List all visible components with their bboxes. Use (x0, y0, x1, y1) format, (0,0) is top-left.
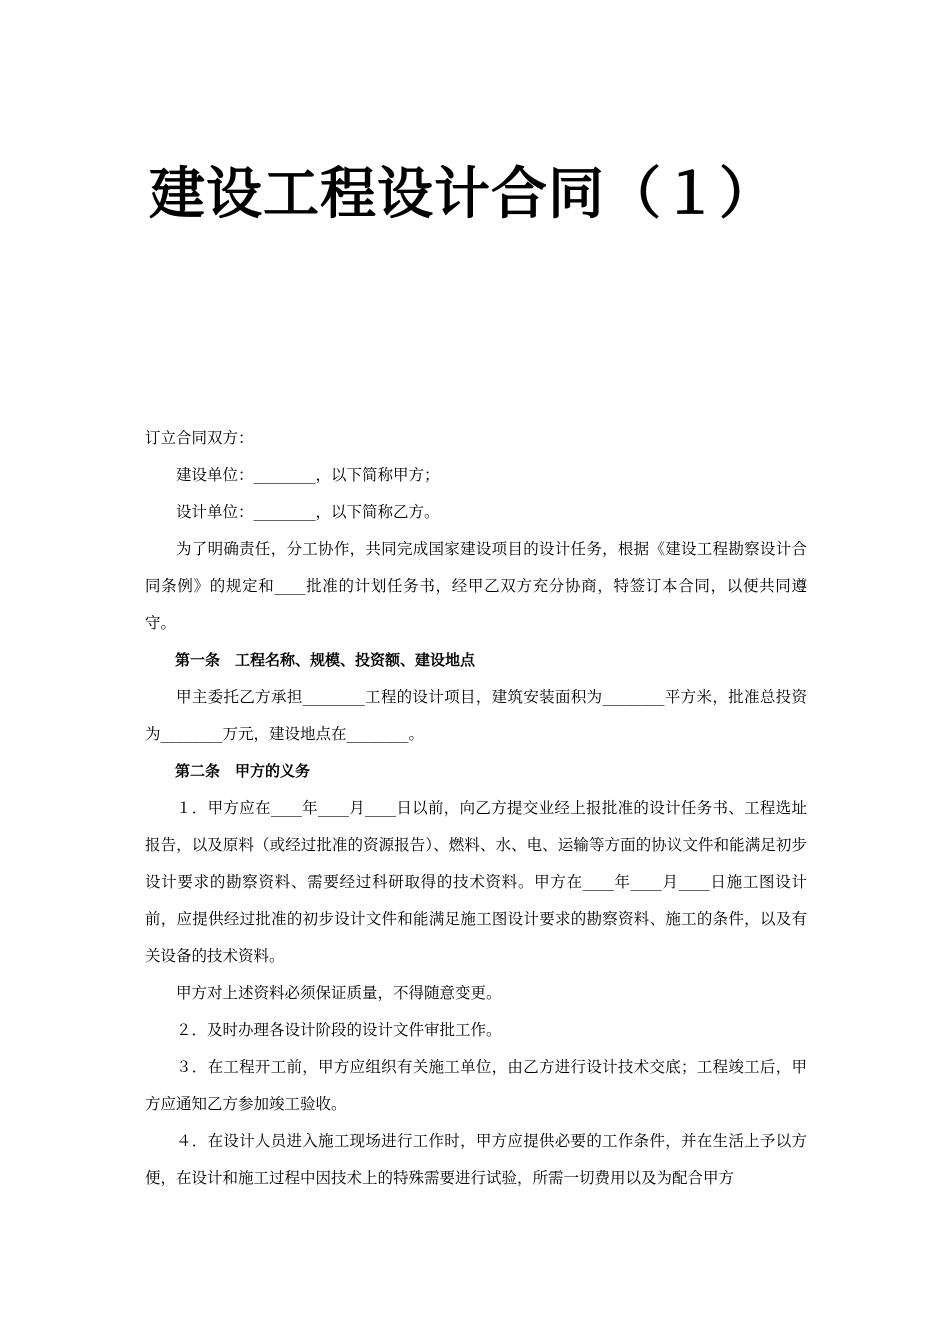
article-2-item-3: ３．在工程开工前，甲方应组织有关施工单位，由乙方进行设计技术交底；工程竣工后，甲方应通知乙方参加竣工验收。 (145, 1058, 807, 1113)
article-2-item-2: ２．及时办理各设计阶段的设计文件审批工作。 (176, 1021, 502, 1039)
article-1-heading: 第一条 工程名称、规模、投资额、建设地点 (175, 651, 476, 669)
article-2-item-4: ４．在设计人员进入施工现场进行工作时，甲方应提供必要的工作条件，并在生活上予以方便，在设计和施工过程中因技术上的特殊需要进行试验，所需一切费用以及为配合甲方 (145, 1132, 807, 1187)
document-title: 建设工程设计合同（１） (149, 161, 776, 227)
parties-label: 订立合同双方： (145, 429, 254, 447)
preamble-paragraph: 为了明确责任，分工协作，共同完成国家建设项目的设计任务，根据《建设工程勘察设计合同条例》的规定和____批准的计划任务书，经甲乙双方充分协商，特签订本合同，以便共同遵守。 (145, 540, 807, 632)
document-body (145, 420, 807, 1197)
article-2-item-1: １．甲方应在____年____月____日以前，向乙方提交业经上报批准的设计任务书、工程选址报告，以及原料（或经过批准的资源报告）、燃料、水、电、运输等方面的协议文件和能满足初步设计要求的勘察资料、需要经过科研取得的技术资料。甲方在____年____月____日施工图设计前，应提供经过批准的初步设计文件和能满足施工图设计要求的勘察资料、施工的条件，以及有关设备的技术资料。 (145, 799, 807, 965)
article-1-body: 甲主委托乙方承担________工程的设计项目，建筑安装面积为________平方米，批准总投资为________万元，建设地点在________。 (145, 688, 807, 743)
article-2-item-1-note: 甲方对上述资料必须保证质量，不得随意变更。 (176, 984, 502, 1002)
article-2-heading: 第二条 甲方的义务 (175, 762, 311, 780)
party-b-line: 设计单位：________，以下简称乙方。 (176, 503, 440, 521)
party-a-line: 建设单位：________，以下简称甲方； (176, 466, 440, 484)
